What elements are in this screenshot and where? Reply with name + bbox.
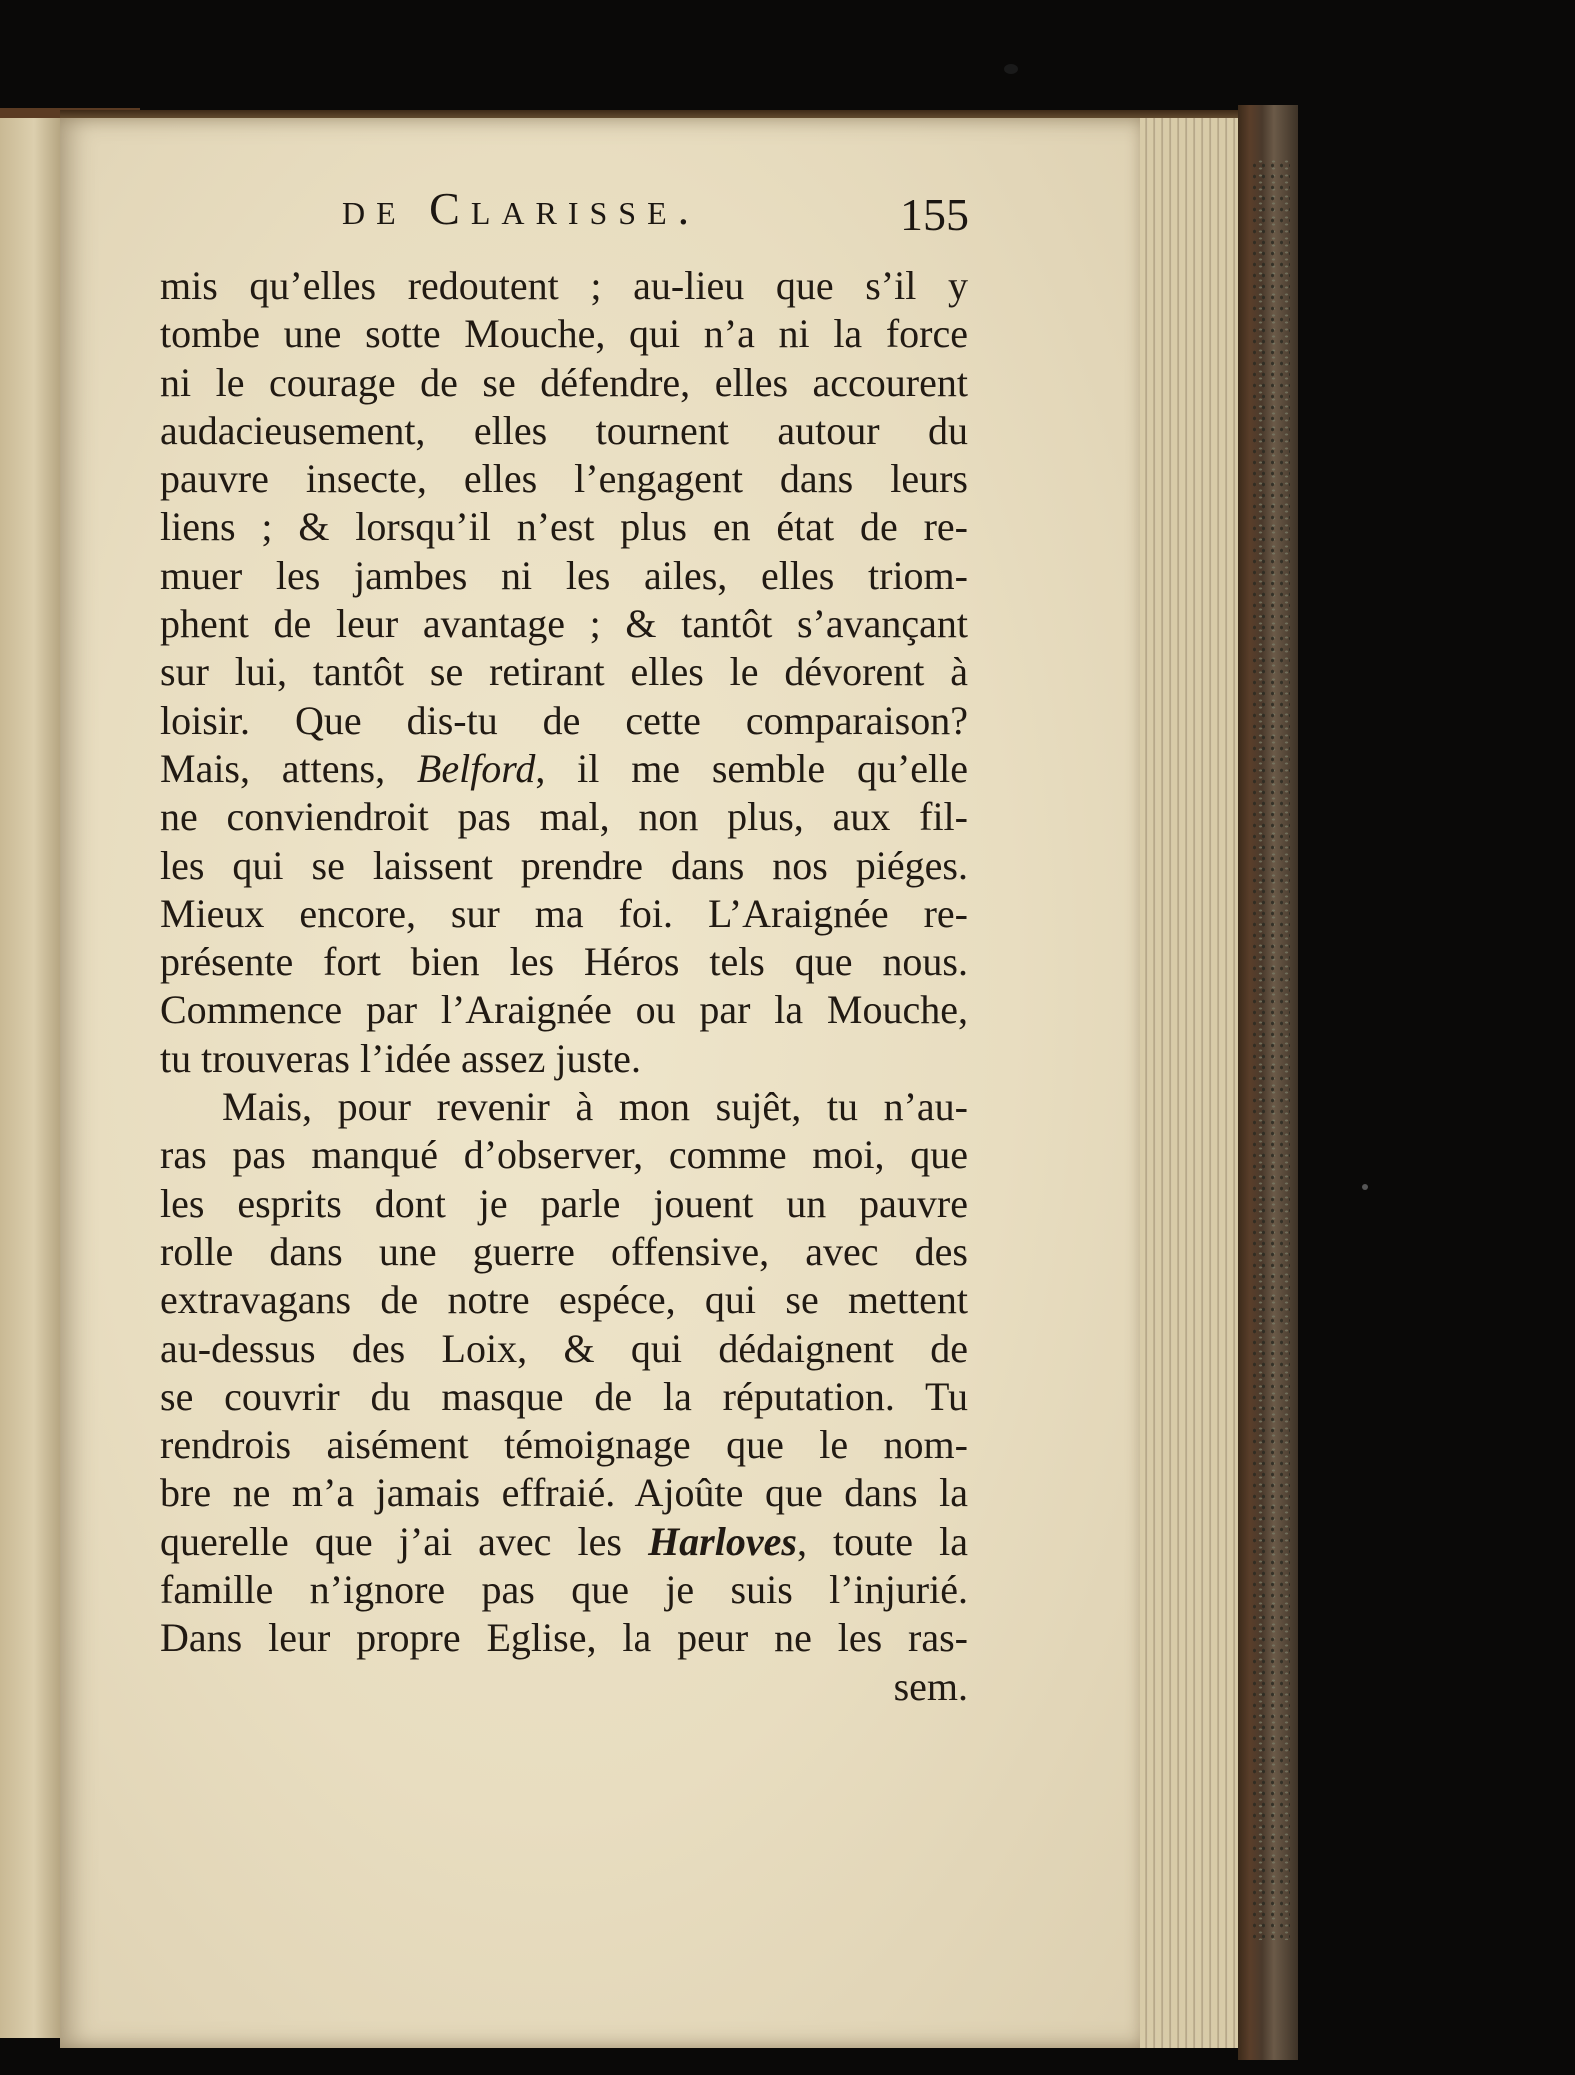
text-span: querelle que j’ai avec les bbox=[160, 1518, 649, 1564]
text-line: Mais, pour revenir à mon sujêt, tu n’au- bbox=[222, 1084, 968, 1130]
text-line: au-dessus des Loix, & qui dédaignent de bbox=[160, 1325, 968, 1371]
binding-texture bbox=[1250, 160, 1290, 1940]
running-title: de Clarisse. bbox=[342, 183, 701, 234]
text-line: ne conviendroit pas mal, non plus, aux fil- bbox=[160, 794, 968, 840]
text-line: Dans leur propre Eglise, la peur ne les ras- bbox=[160, 1615, 968, 1661]
text-span: Mais, attens, bbox=[160, 745, 417, 791]
text-line: Mieux encore, sur ma foi. L’Araignée re- bbox=[160, 890, 968, 936]
text-line: se couvrir du masque de la réputation. Tu bbox=[160, 1373, 968, 1419]
text-line: muer les jambes ni les ailes, elles triom- bbox=[160, 552, 968, 598]
text-line: rolle dans une guerre offensive, avec des bbox=[160, 1228, 968, 1274]
text-line: loisir. Que dis-tu de cette comparaison? bbox=[160, 697, 968, 743]
page-number: 155 bbox=[900, 189, 969, 240]
italic-name: Harloves bbox=[648, 1518, 797, 1564]
italic-name: Belford bbox=[416, 745, 536, 791]
text-line: Commence par l’Araignée ou par la Mouche, bbox=[160, 987, 968, 1033]
text-line: bre ne m’a jamais effraié. Ajoûte que dans la bbox=[160, 1470, 968, 1516]
text-line: rendrois aisément témoignage que le nom- bbox=[160, 1422, 968, 1468]
text-line bbox=[160, 1518, 968, 1566]
text-line: famille n’ignore pas que je suis l’injurié. bbox=[160, 1567, 968, 1613]
text-line: ras pas manqué d’observer, comme moi, que bbox=[160, 1132, 968, 1178]
text-line: ni le courage de se défendre, elles accourent bbox=[160, 359, 968, 405]
catchword: sem. bbox=[893, 1663, 968, 1709]
text-line: tu trouveras l’idée assez juste. bbox=[160, 1035, 641, 1081]
text-line: sur lui, tantôt se retirant elles le dévorent à bbox=[160, 649, 968, 695]
text-line: pauvre insecte, elles l’engagent dans leurs bbox=[160, 456, 968, 502]
text-line: audacieusement, elles tournent autour du bbox=[160, 407, 968, 453]
text-span: , il me semble qu’elle bbox=[535, 745, 968, 791]
ink-speck bbox=[1004, 64, 1018, 74]
text-line: présente fort bien les Héros tels que nous. bbox=[160, 939, 968, 985]
page-edges bbox=[1140, 118, 1240, 2048]
text-line: tombe une sotte Mouche, qui n’a ni la force bbox=[160, 311, 968, 357]
text-line: phent de leur avantage ; & tantôt s’avançant bbox=[160, 601, 968, 647]
text-span: , toute la bbox=[796, 1518, 968, 1564]
text-line: les esprits dont je parle jouent un pauvre bbox=[160, 1180, 968, 1226]
body-text bbox=[160, 262, 968, 1711]
text-line bbox=[160, 745, 968, 793]
text-line: extravagans de notre espéce, qui se mettent bbox=[160, 1277, 968, 1323]
text-line: les qui se laissent prendre dans nos piéges. bbox=[160, 842, 968, 888]
previous-page-edge bbox=[0, 118, 64, 2038]
dust-speck bbox=[1362, 1184, 1368, 1190]
text-line: mis qu’elles redoutent ; au-lieu que s’il y bbox=[160, 263, 968, 308]
text-line: liens ; & lorsqu’il n’est plus en état de re- bbox=[160, 504, 968, 550]
